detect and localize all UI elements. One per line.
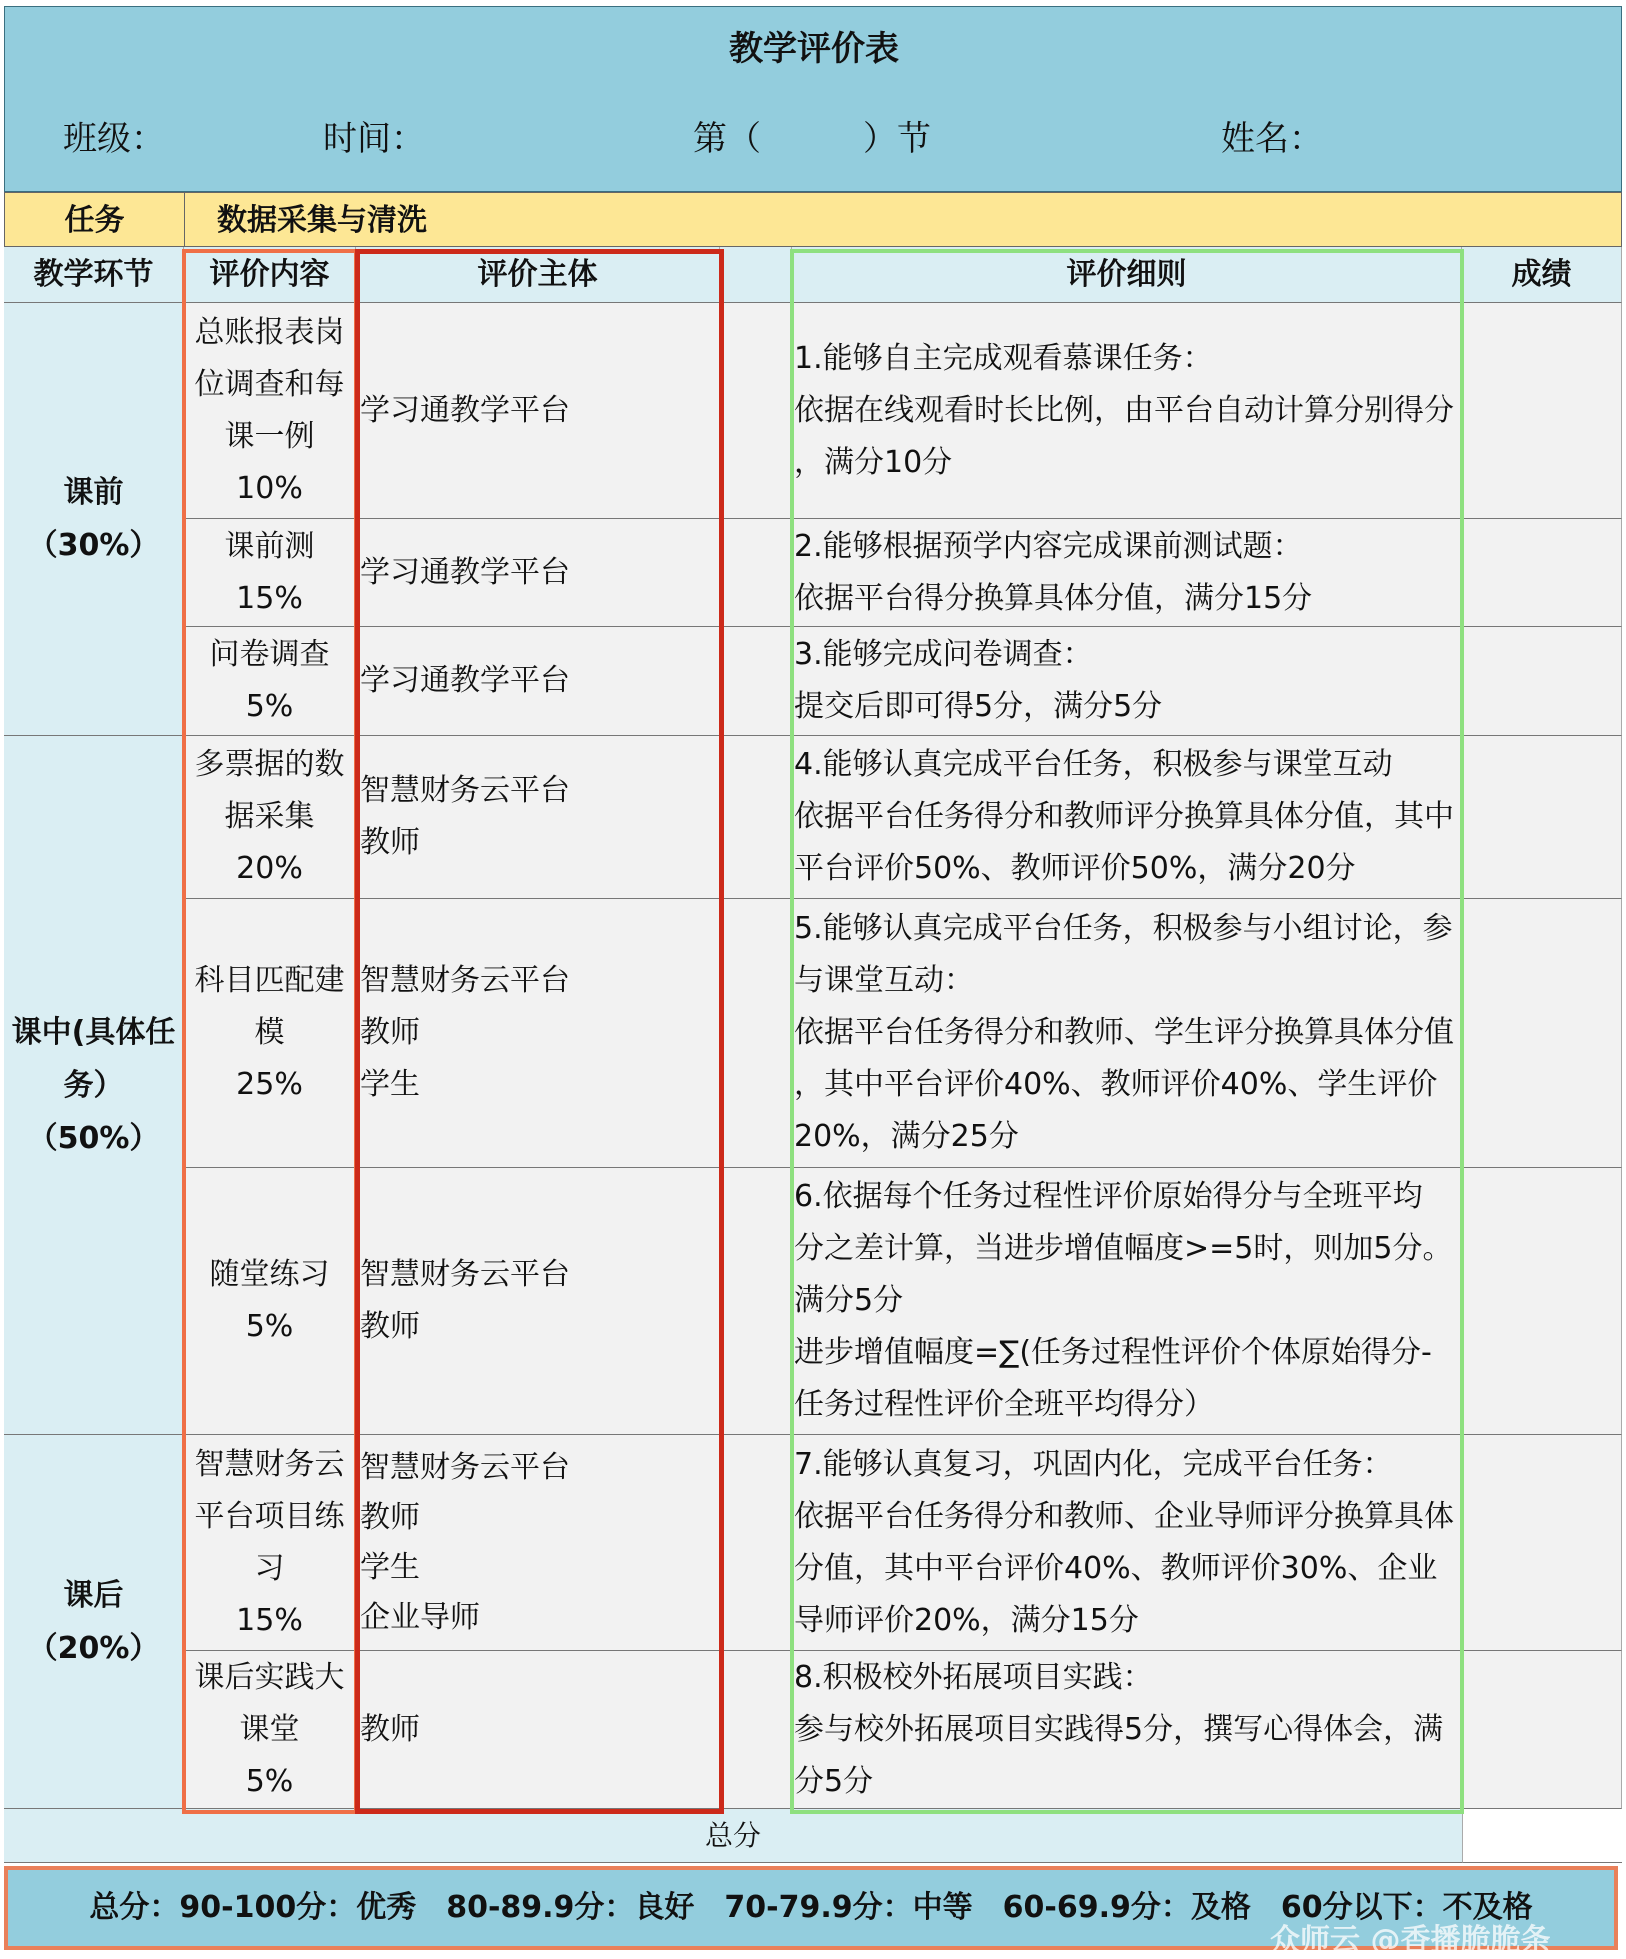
col-rules: 评价细则	[792, 247, 1462, 303]
row-6-rules: 6.依据每个任务过程性评价原始得分与全班平均 分之差计算，当进步增值幅度>=5时，则加5分。 满分5分 进步增值幅度=∑(任务过程性评价个体原始得分- 任务过程性评价全班平均得分）	[792, 1168, 1462, 1435]
row-8-content: 课后实践大 课堂 5%	[184, 1651, 356, 1809]
stage-before-class: 课前 （30%）	[4, 303, 184, 736]
row-6-subject: 智慧财务云平台 教师	[356, 1168, 792, 1435]
name-label: 姓名：	[1221, 119, 1323, 159]
row-2-score	[1462, 519, 1622, 627]
row-5-rules: 5.能够认真完成平台任务，积极参与小组讨论，参 与课堂互动： 依据平台任务得分和教师、学生评分换算具体分值 ，其中平台评价40%、教师评价40%、学生评价 20%，满分25分	[792, 899, 1462, 1168]
class-label: 班级：	[63, 119, 165, 159]
row-1-subject: 学习通教学平台	[356, 303, 792, 519]
page-title: 教学评价表	[729, 29, 899, 69]
row-1-content: 总账报表岗 位调查和每 课一例 10%	[184, 303, 356, 519]
row-4-content: 多票据的数 据采集 20%	[184, 736, 356, 899]
stage-in-class: 课中(具体任 务） （50%）	[4, 736, 184, 1435]
grading-scale: 总分：90-100分：优秀 80-89.9分：良好 70-79.9分：中等 60-69.9分：及格 60分以下：不及格	[4, 1866, 1618, 1950]
row-4-score	[1462, 736, 1622, 899]
row-7-subject: 智慧财务云平台 教师 学生 企业导师	[356, 1435, 792, 1651]
col-score: 成绩	[1462, 247, 1622, 303]
row-5-content: 科目匹配建 模 25%	[184, 899, 356, 1168]
col-content: 评价内容	[184, 247, 356, 303]
task-row	[4, 192, 1622, 247]
row-3-subject: 学习通教学平台	[356, 627, 792, 736]
col-blank	[720, 247, 792, 303]
row-6-content: 随堂练习 5%	[184, 1168, 356, 1435]
row-8-subject: 教师	[356, 1651, 792, 1809]
row-7-score	[1462, 1435, 1622, 1651]
row-7-content: 智慧财务云 平台项目练 习 15%	[184, 1435, 356, 1651]
watermark: 众师云 @香播脆脆条	[1270, 1923, 1551, 1958]
row-7-rules: 7.能够认真复习，巩固内化，完成平台任务： 依据平台任务得分和教师、企业导师评分换算具体 分值，其中平台评价40%、教师评价30%、企业 导师评价20%，满分15分	[792, 1435, 1462, 1651]
task-label: 任务	[5, 193, 185, 248]
row-5-subject: 智慧财务云平台 教师 学生	[356, 899, 792, 1168]
row-4-subject: 智慧财务云平台 教师	[356, 736, 792, 899]
time-label: 时间：	[323, 119, 425, 159]
table-header	[4, 6, 1622, 192]
task-value: 数据采集与清洗	[217, 203, 427, 238]
col-subject: 评价主体	[356, 247, 720, 303]
stage-after-class: 课后 （20%）	[4, 1435, 184, 1809]
row-3-score	[1462, 627, 1622, 736]
row-1-score	[1462, 303, 1622, 519]
row-8-rules: 8.积极校外拓展项目实践： 参与校外拓展项目实践得5分，撰写心得体会，满 分5分	[792, 1651, 1462, 1809]
total-score	[1462, 1809, 1622, 1863]
row-3-content: 问卷调查 5%	[184, 627, 356, 736]
row-8-score	[1462, 1651, 1622, 1809]
row-2-subject: 学习通教学平台	[356, 519, 792, 627]
row-5-score	[1462, 899, 1622, 1168]
total-label: 总分	[4, 1809, 1462, 1863]
row-4-rules: 4.能够认真完成平台任务，积极参与课堂互动 依据平台任务得分和教师评分换算具体分值，其中 平台评价50%、教师评价50%，满分20分	[792, 736, 1462, 899]
row-2-rules: 2.能够根据预学内容完成课前测试题： 依据平台得分换算具体分值，满分15分	[792, 519, 1462, 627]
row-3-rules: 3.能够完成问卷调查： 提交后即可得5分，满分5分	[792, 627, 1462, 736]
row-6-score	[1462, 1168, 1622, 1435]
row-2-content: 课前测 15%	[184, 519, 356, 627]
row-1-rules: 1.能够自主完成观看慕课任务： 依据在线观看时长比例，由平台自动计算分别得分 ，满分10分	[792, 303, 1462, 519]
col-stage: 教学环节	[4, 247, 184, 303]
section-label: 第（ ）节	[693, 119, 931, 159]
